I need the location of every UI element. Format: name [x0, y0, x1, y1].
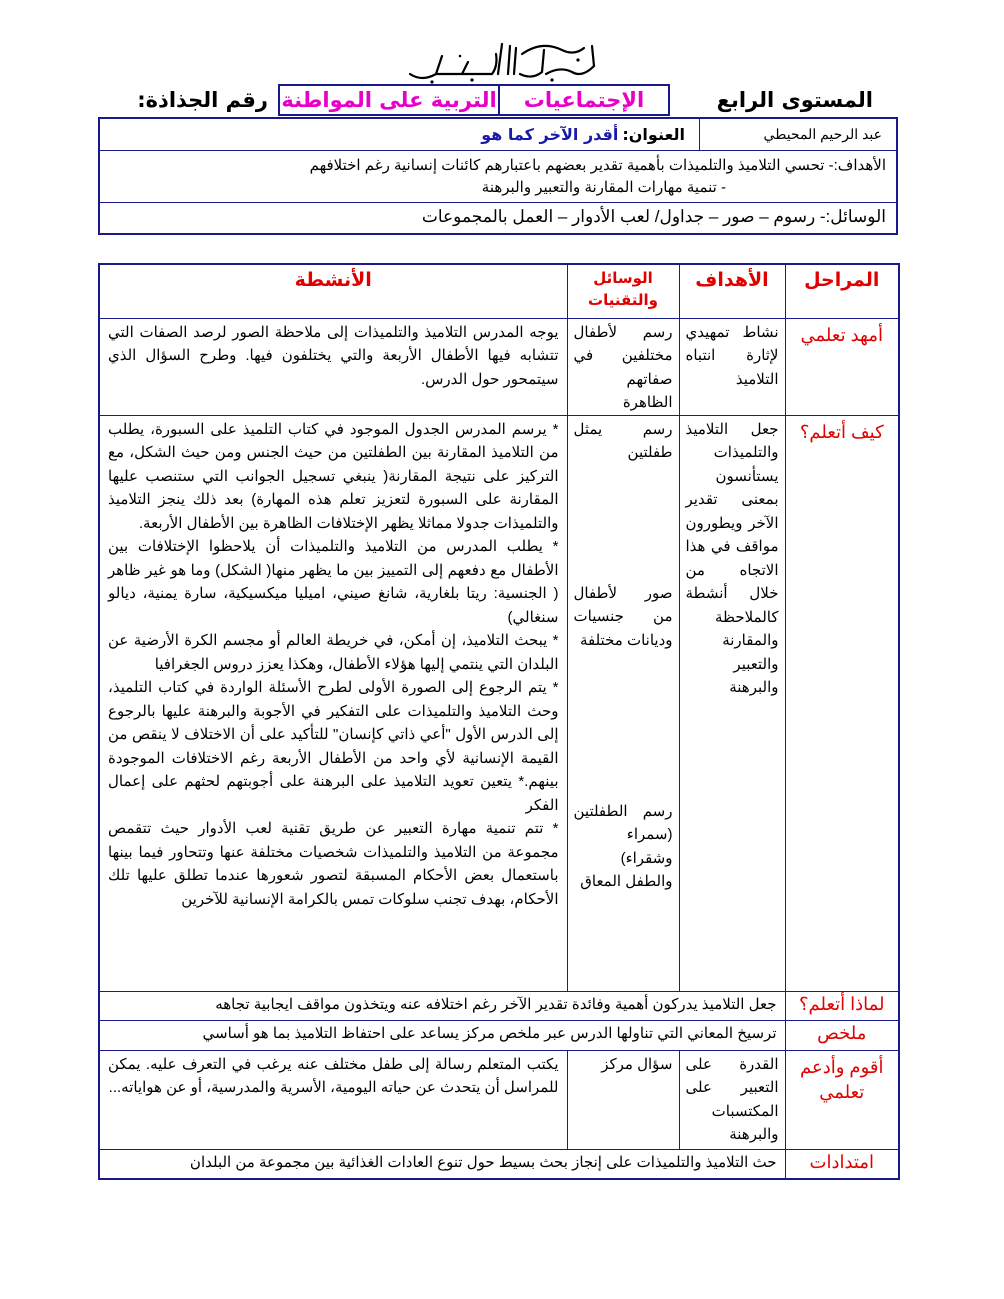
activity-paragraph: * يتم الرجوع إلى الصورة الأولى لطرح الأسئلة الواردة في كتاب التلميذ، وحث التلاميذ والتلميذات على التفكير في الأجوبة والبرهنة عليها بالرجوع إلى الدرس الأول "أعي ذاتي كإنسان" للتأكيد على أن الاختلاف لا ينقص من القيمة الإنسانية لأي واحد من الأطفال الأربعة رغم الاختلافات الموجودة بينهم.* يتعين تعويد التلاميذ على البرهنة على أجوبتهم لحثهم على إعمال الفكر [108, 679, 559, 814]
tools-item: صور لأطفال من جنسيات وديانات مختلفة [573, 584, 673, 649]
table-row [99, 1020, 899, 1050]
tools-cell [567, 415, 679, 991]
wide-cell: حث التلاميذ والتلميذات على إنجاز بحث بسيط حول تنوع العادات الغذائية بين مجموعة من البلدان [99, 1149, 785, 1179]
tools-cell: سؤال مركز [567, 1050, 679, 1149]
goal-cell: القدرة على التعبير على المكتسبات والبرهنة [679, 1050, 785, 1149]
subject-label: الإجتماعيات [498, 84, 670, 116]
activity-cell [99, 415, 567, 991]
info-row-title [100, 119, 896, 151]
stage-cell: امتدادات [785, 1149, 899, 1179]
header-row [98, 84, 898, 116]
table-row [99, 1149, 899, 1179]
activity-paragraph: * تتم تنمية مهارة التعبير عن طريق تقنية لعب الأدوار حيث تتقمص مجموعة من التلاميذ والتلميذات شخصيات مختلفة عنها وتتحاور فيما بينها باستعمال بعض الأحكام المسبقة لتصور شعورها عندما تطلق عليها تلك الأحكام، بهدف تجنب سلوكات تمس بالكرامة الإنسانية للآخرين [108, 820, 559, 908]
wide-cell: جعل التلاميذ يدركون أهمية وفائدة تقدير الآخر رغم اختلافه عنه ويتخذون مواقف ايجابية تجاهه [99, 991, 785, 1020]
tools-item: رسم يمثل طفلتين [573, 420, 673, 461]
lesson-table [98, 263, 900, 1180]
stage-cell: أمهد تعلمي [785, 318, 899, 415]
unit-label: التربية على المواطنة [278, 84, 498, 116]
means-line: الوسائل:- رسوم – صور – جداول/ لعب الأدوار – العمل بالمجموعات [421, 207, 886, 226]
header-goals: الأهداف [679, 264, 785, 318]
goals-line-2: - تنمية مهارات المقارنة والتعبير والبرهنة [481, 179, 726, 196]
goals-line-1: الأهداف:- تحسي التلاميذ والتلميذات بأهمية تقدير بعضهم باعتبارهم كائنات إنسانية رغم اختلافهم [309, 157, 886, 174]
tools-cell: رسم لأطفال مختلفين في صفاتهم الظاهرة [567, 318, 679, 415]
header-stages: المراحل [785, 264, 899, 318]
table-header-row [99, 264, 899, 318]
activity-cell: يكتب المتعلم رسالة إلى طفل مختلف عنه يرغب في التعرف عليه. يمكن للمراسل أن يتحدث عن حياته اليومية، الأسرية والمدرسية، أو عن هواياته... [99, 1050, 567, 1149]
table-row [99, 991, 899, 1020]
table-row [99, 415, 899, 991]
header-activities: الأنشطة [99, 264, 567, 318]
header-tools: الوسائل والتقنيات [567, 264, 679, 318]
table-row [99, 1050, 899, 1149]
goal-cell: جعل التلاميذ والتلميذات يستأنسون بمعنى تقدير الآخر ويطورون مواقف في هذا الاتجاه من خلال أنشطة كالملاحظة والمقارنة والتعبير والبرهنة [679, 415, 785, 991]
tools-item: رسم الطفلتين (سمراء وشقراء) والطفل المعاق [573, 802, 673, 890]
activity-paragraph: * يطلب المدرس من التلاميذ والتلميذات أن يلاحظوا الإختلافات بين الأطفال مع دفعهم إلى التمييز بين ما يظهر منها( الشكل) وما هو غير ظاهر ( الجنسية: ريتا بلغارية، شانغ صيني، اميليا ميكسيكية، سارة يمنية، ديالو سنغالي) [108, 538, 559, 626]
wide-cell: ترسيخ المعاني التي تناولها الدرس عبر ملخص مركز يساعد على احتفاظ التلاميذ بما هو أساسي [99, 1020, 785, 1050]
activity-cell: يوجه المدرس التلاميذ والتلميذات إلى ملاحظة الصور لرصد الصفات التي تتشابه فيها الأطفال الأربعة والتي يختلفون فيها. وطرح السؤال الذي سيتمحور حول الدرس. [99, 318, 567, 415]
info-row-goals [100, 151, 896, 203]
teacher-name: عبد الرحيم المحيطي [699, 119, 896, 150]
goal-cell: نشاط تمهيدي لإثارة انتباه التلاميذ [679, 318, 785, 415]
stage-cell: لماذا أتعلم؟ [785, 991, 899, 1020]
basmala-calligraphy-icon [402, 36, 602, 86]
table-row [99, 318, 899, 415]
activity-paragraph: * يبحث التلاميذ، إن أمكن، في خريطة العالم أو مجسم الكرة الأرضية عن البلدان التي ينتمي إليها هؤلاء الأطفال، وهكذا يعزز دروس الجغرافيا [108, 632, 559, 673]
stage-cell: ملخص [785, 1020, 899, 1050]
piece-number-label: رقم الجذاذة: [137, 88, 268, 112]
title-value: أقدر الآخر كما هو [481, 125, 619, 144]
level-label: المستوى الرابع [716, 88, 873, 112]
stage-cell: أقوم وأدعم تعلمي [785, 1050, 899, 1149]
activity-paragraph: * يرسم المدرس الجدول الموجود في كتاب التلميذ على السبورة، يطلب من التلاميذ المقارنة بين الطفلتين من حيث الجنس ومن حيث الشكل، مع التركيز على نتيجة المقارنة( ينبغي تسجيل الجوانب التي ستنصب عليها المقارنة على السبورة لتعزيز تعلم هذه المهارة) بعد ذلك ينجز التلاميذ والتلميذات جدولا مماثلا يظهر الإختلافات الظاهرة بين الأطفال الأربعة. [108, 420, 559, 532]
lesson-title [100, 119, 699, 150]
stage-cell: كيف أتعلم؟ [785, 415, 899, 991]
title-label: العنوان: [622, 125, 685, 144]
lesson-info-box [98, 117, 898, 235]
